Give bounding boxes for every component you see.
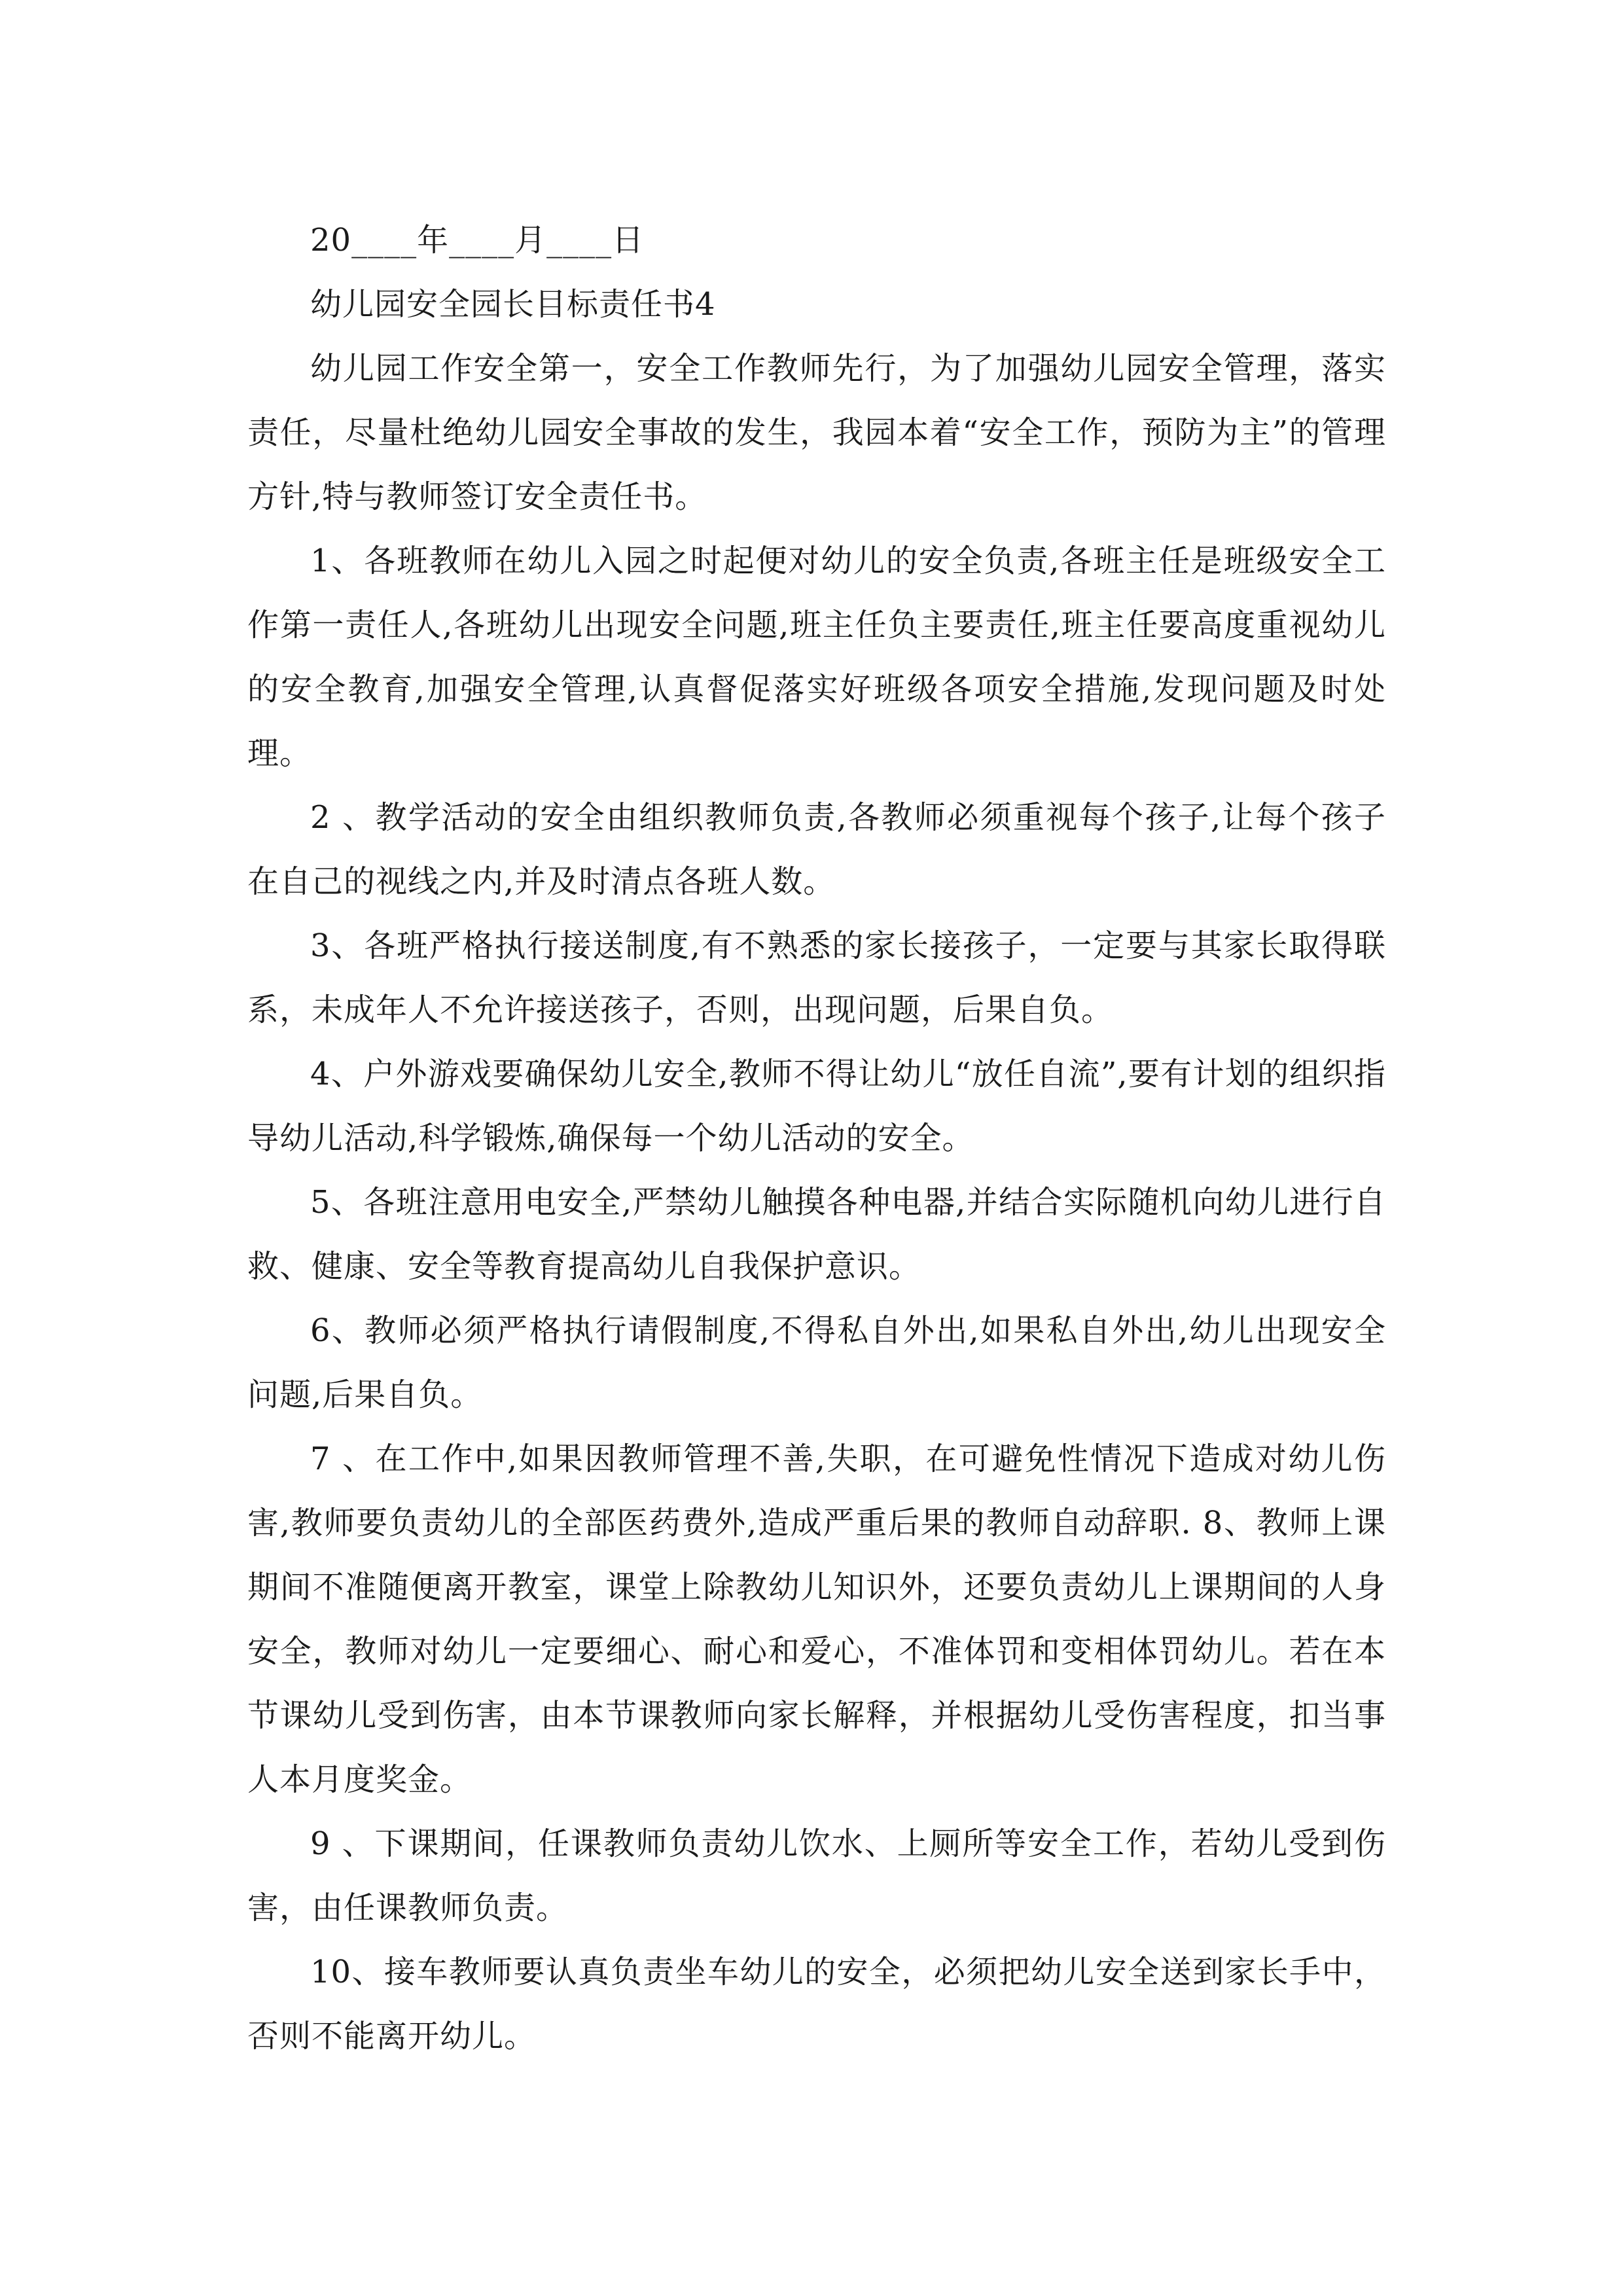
item-paragraph-3: 3、各班严格执行接送制度,有不熟悉的家长接孩子，一定要与其家长取得联系，未成年人不允许接送孩子，否则，出现问题，后果自负。 — [247, 927, 1386, 1028]
item-paragraph-7-8: 7 、在工作中,如果因教师管理不善,失职，在可避免性情况下造成对幼儿伤害,教师要负责幼儿的全部医药费外,造成严重后果的教师自动辞职. 8、教师上课期间不准随便离开教室，课堂上除教幼儿知识外，还要负责幼儿上课期间的人身安全，教师对幼儿一定要细心、耐心和爱心，不准体罚和变相体罚幼儿。若在本节课幼儿受到伤害，由本节课教师向家长解释，并根据幼儿受伤害程度，扣当事人本月度奖金。 — [247, 1441, 1386, 1798]
item-paragraph-5: 5、各班注意用电安全,严禁幼儿触摸各种电器,并结合实际随机向幼儿进行自救、健康、安全等教育提高幼儿自我保护意识。 — [247, 1184, 1386, 1285]
document-title: 幼儿园安全园长目标责任书4 — [310, 286, 716, 323]
document-body — [247, 208, 1386, 2068]
intro-paragraph: 幼儿园工作安全第一，安全工作教师先行，为了加强幼儿园安全管理，落实责任，尽量杜绝幼儿园安全事故的发生，我园本着“安全工作，预防为主”的管理方针,特与教师签订安全责任书。 — [247, 350, 1386, 515]
item-paragraph-1: 1、各班教师在幼儿入园之时起便对幼儿的安全负责,各班主任是班级安全工作第一责任人,各班幼儿出现安全问题,班主任负主要责任,班主任要高度重视幼儿的安全教育,加强安全管理,认真督促落实好班级各项安全措施,发现问题及时处理。 — [247, 543, 1386, 772]
item-paragraph-6: 6、教师必须严格执行请假制度,不得私自外出,如果私自外出,幼儿出现安全问题,后果自负。 — [247, 1312, 1386, 1413]
date-line: 20____年____月____日 — [310, 222, 645, 259]
item-paragraph-9: 9 、下课期间，任课教师负责幼儿饮水、上厕所等安全工作，若幼儿受到伤害，由任课教师负责。 — [247, 1825, 1386, 1926]
item-paragraph-10: 10、接车教师要认真负责坐车幼儿的安全，必须把幼儿安全送到家长手中，否则不能离开幼儿。 — [247, 1954, 1386, 2054]
item-paragraph-4: 4、户外游戏要确保幼儿安全,教师不得让幼儿“放任自流”,要有计划的组织指导幼儿活动,科学锻炼,确保每一个幼儿活动的安全。 — [247, 1056, 1386, 1157]
item-paragraph-2: 2 、教学活动的安全由组织教师负责,各教师必须重视每个孩子,让每个孩子在自己的视线之内,并及时清点各班人数。 — [247, 799, 1386, 900]
